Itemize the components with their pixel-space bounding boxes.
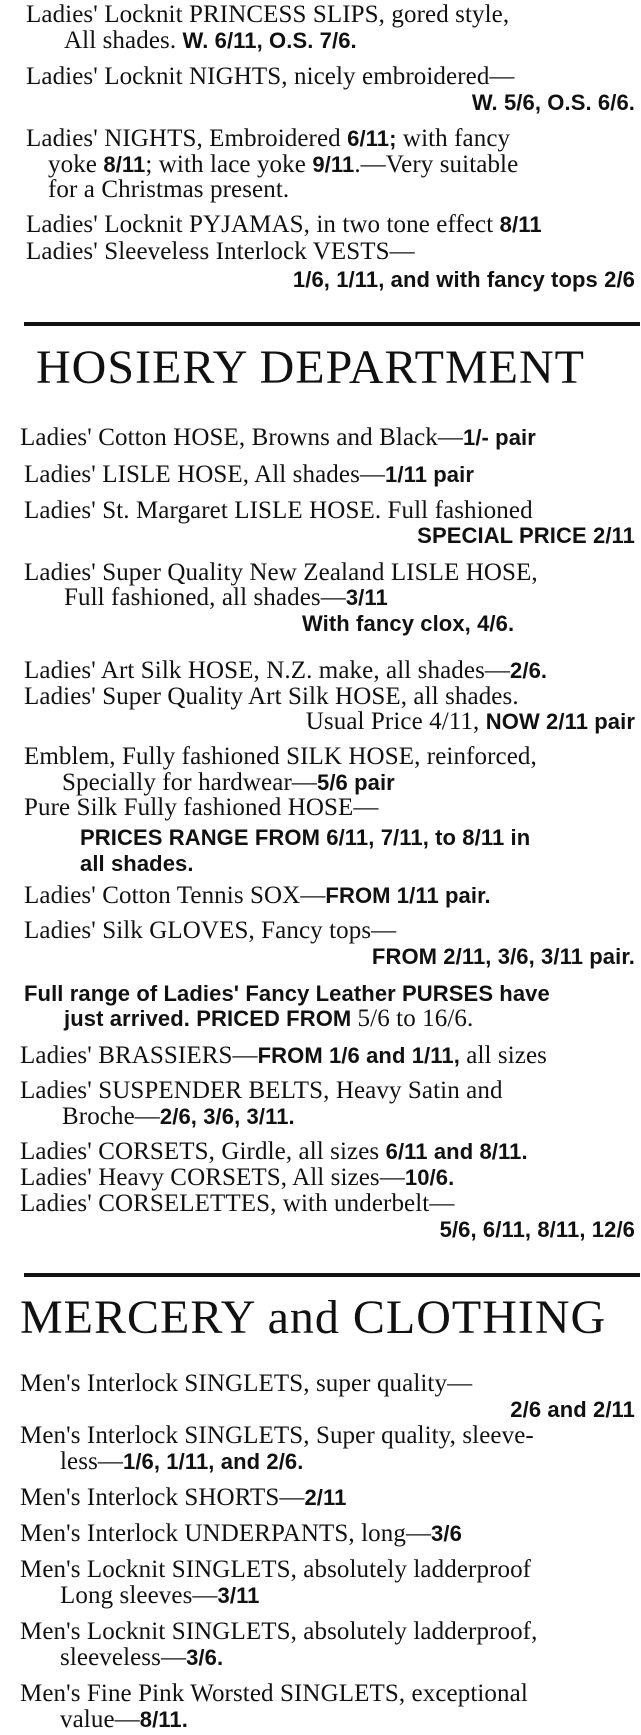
line-text: Pure Silk Fully fashioned HOSE— [24, 794, 379, 821]
ad-line [24, 882, 491, 910]
ad-line [26, 211, 542, 239]
section-divider [24, 1273, 640, 1277]
price-text: FROM 1/6 and 1/11, [257, 1043, 460, 1068]
line-text: Men's Interlock SINGLETS, Super quality, sleeve- [20, 1422, 534, 1449]
line-text: Ladies' Locknit NIGHTS, nicely embroidered— [26, 63, 515, 90]
ad-line [20, 1520, 462, 1548]
price-text: 8/11. [139, 1707, 188, 1732]
price-text: 1/6, 1/11, and with fancy tops 2/6 [292, 267, 635, 292]
ad-line [62, 1103, 295, 1131]
price-text: 1/11 pair [385, 462, 475, 487]
line-text: Ladies' NIGHTS, Embroidered [26, 125, 348, 152]
line-text: Emblem, Fully fashioned SILK HOSE, reinforced, [24, 743, 537, 770]
ad-line [293, 266, 635, 294]
line-text: Broche— [62, 1103, 160, 1130]
ad-line [306, 708, 635, 736]
ad-line [20, 1680, 528, 1708]
ad-line [20, 1077, 503, 1105]
ad-line [60, 1582, 260, 1610]
ad-line [20, 1190, 454, 1218]
line-text: All shades. [64, 27, 183, 54]
ad-line [20, 1422, 534, 1450]
ad-line [26, 1, 509, 29]
ad-line [472, 89, 635, 117]
price-text: 2/6 and 2/11 [510, 1397, 635, 1422]
line-text: Ladies' St. Margaret LISLE HOSE. Full fashioned [24, 497, 533, 524]
line-text: all sizes [459, 1042, 548, 1069]
line-text: ; with lace yoke [145, 151, 313, 178]
price-text: 3/6. [186, 1645, 224, 1670]
line-text: Ladies' SUSPENDER BELTS, Heavy Satin and [20, 1077, 503, 1104]
section-heading: MERCERY and CLOTHING [20, 1291, 607, 1344]
section-heading: HOSIERY DEPARTMENT [36, 341, 585, 394]
ad-line [80, 850, 194, 878]
ad-line [20, 1484, 346, 1512]
ad-line [20, 1042, 547, 1070]
ad-line [26, 238, 415, 266]
ad-line [24, 683, 519, 711]
ad-line [64, 584, 388, 612]
line-text: Ladies' Art Silk HOSE, N.Z. make, all shades— [24, 657, 511, 684]
ad-line [62, 769, 395, 797]
ad-line [20, 1618, 537, 1646]
ad-line [64, 1005, 473, 1033]
ad-line [64, 27, 357, 55]
ad-line [24, 743, 537, 771]
line-text: Ladies' Heavy CORSETS, All sizes— [20, 1164, 405, 1191]
price-text: Full range of Ladies' Fancy Leather PURSES have [24, 981, 550, 1006]
line-text: yoke [48, 151, 104, 178]
line-text: Men's Fine Pink Worsted SINGLETS, exceptional [20, 1680, 528, 1707]
ad-line [24, 980, 550, 1008]
price-text: 8/11 [499, 212, 542, 237]
price-text: 10/6. [404, 1165, 455, 1190]
line-text: for a Christmas present. [48, 176, 290, 203]
ad-line [26, 63, 515, 91]
price-text: 2/6. [510, 658, 548, 683]
price-text: all shades. [80, 851, 194, 876]
ad-line [24, 497, 533, 525]
price-text: 6/11 and 8/11. [385, 1139, 528, 1164]
line-text: Long sleeves— [60, 1582, 218, 1609]
price-text: 3/6 [431, 1521, 462, 1546]
ad-line [24, 657, 547, 685]
section-divider [24, 322, 640, 326]
line-text: less— [60, 1448, 123, 1475]
line-text: sleeveless— [60, 1644, 187, 1671]
line-text: Ladies' Super Quality New Zealand LISLE HOSE, [24, 559, 538, 586]
line-text: Ladies' LISLE HOSE, All shades— [24, 461, 386, 488]
price-text: W. 5/6, O.S. 6/6. [471, 90, 635, 115]
line-text: 5/6 to 16/6. [357, 1005, 474, 1032]
ad-line [24, 917, 396, 945]
line-text: Ladies' BRASSIERS— [20, 1042, 258, 1069]
line-text: Specially for hardwear— [62, 769, 317, 796]
line-text: Men's Interlock SINGLETS, super quality— [20, 1370, 473, 1397]
ad-line [20, 1370, 472, 1398]
line-text: with fancy [396, 125, 511, 152]
line-text: Ladies' CORSELETTES, with underbelt— [20, 1190, 455, 1217]
line-text: Ladies' CORSETS, Girdle, all sizes [20, 1138, 386, 1165]
price-text: With fancy clox, 4/6. [302, 611, 515, 636]
ad-line [20, 1138, 528, 1166]
ad-line [372, 943, 635, 971]
price-text: 3/11 [345, 585, 388, 610]
line-text: Ladies' Super Quality Art Silk HOSE, all shades. [24, 683, 519, 710]
ad-line [20, 424, 536, 452]
line-text: .—Very suitable [354, 151, 519, 178]
price-text: FROM 2/11, 3/6, 3/11 pair. [371, 944, 635, 969]
price-text: 6/11; [347, 126, 397, 151]
ad-line [48, 176, 289, 204]
ad-line [24, 794, 379, 822]
ad-line [48, 151, 518, 179]
ad-line [20, 1164, 454, 1192]
ad-line [440, 1216, 635, 1244]
ad-line [417, 522, 635, 550]
ad-line [60, 1448, 303, 1476]
line-text: Men's Locknit SINGLETS, absolutely ladderproof, [20, 1618, 538, 1645]
ad-line [20, 1556, 531, 1584]
line-text: Men's Interlock UNDERPANTS, long— [20, 1520, 432, 1547]
price-text: 8/11 [103, 152, 146, 177]
line-text: Ladies' Sleeveless Interlock VESTS— [26, 238, 415, 265]
ad-line [26, 125, 510, 153]
price-text: 5/6, 6/11, 8/11, 12/6 [439, 1217, 635, 1242]
price-text: 3/11 [217, 1583, 260, 1608]
ad-line [510, 1396, 635, 1424]
line-text: Full fashioned, all shades— [64, 584, 346, 611]
line-text: Ladies' Cotton Tennis SOX— [24, 882, 326, 909]
line-text: Ladies' Cotton HOSE, Browns and Black— [20, 424, 463, 451]
price-text: SPECIAL PRICE 2/11 [417, 523, 635, 548]
line-text: Men's Interlock SHORTS— [20, 1484, 305, 1511]
line-text: Ladies' Locknit PRINCESS SLIPS, gored style, [26, 1, 510, 28]
price-text: W. 6/11, O.S. 7/6. [182, 28, 357, 53]
price-text: FROM 1/11 pair. [325, 883, 491, 908]
price-text: 5/6 pair [316, 770, 395, 795]
price-text: 2/11 [304, 1485, 347, 1510]
ad-line [80, 824, 530, 852]
ad-line [24, 461, 474, 489]
ad-line [60, 1706, 188, 1734]
line-text: Usual Price 4/11, [305, 708, 486, 735]
line-text: Ladies' Locknit PYJAMAS, in two tone effect [26, 211, 500, 238]
price-text: 1/6, 1/11, and 2/6. [123, 1449, 304, 1474]
price-text: just arrived. PRICED FROM [64, 1006, 358, 1031]
ad-line [24, 559, 538, 587]
line-text: Ladies' Silk GLOVES, Fancy tops— [24, 917, 397, 944]
ad-line [60, 1644, 223, 1672]
ad-line [302, 610, 514, 638]
price-text: PRICES RANGE FROM 6/11, 7/11, to 8/11 in [80, 825, 531, 850]
line-text: Men's Locknit SINGLETS, absolutely ladderproof [20, 1556, 532, 1583]
price-text: NOW 2/11 pair [485, 709, 635, 734]
line-text: value— [60, 1706, 140, 1733]
price-text: 2/6, 3/6, 3/11. [159, 1104, 295, 1129]
price-text: 9/11 [312, 152, 355, 177]
price-text: 1/- pair [462, 425, 536, 450]
